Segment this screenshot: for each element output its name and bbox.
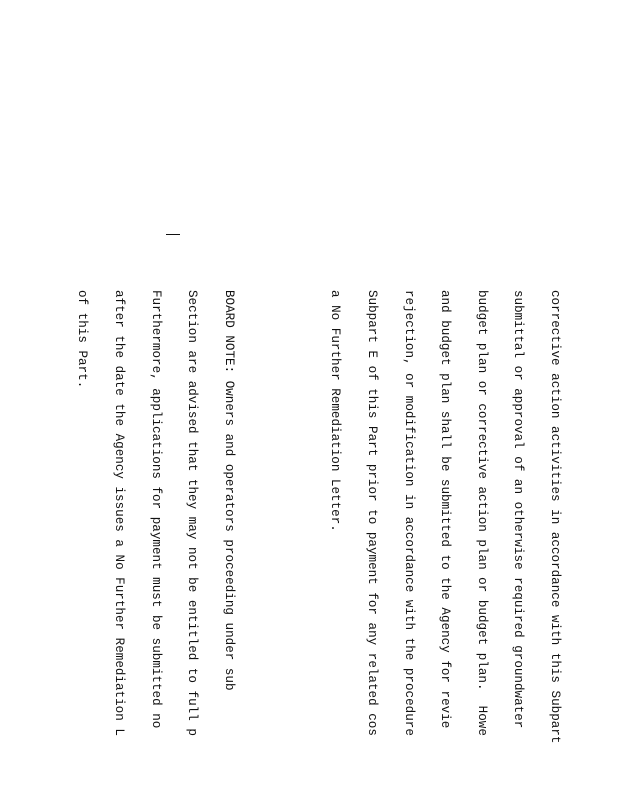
text-line: rejection, or modification in accordance with the procedure <box>401 290 416 736</box>
text-line: Subpart E of this Part prior to payment for any related cos <box>365 290 380 736</box>
text-line: a No Further Remediation Letter. <box>328 290 343 532</box>
paragraph-e <box>0 290 6 810</box>
text-line: Furthermore, applications for payment must be submitted no <box>148 290 163 729</box>
text-line: Section are advised that they may not be entitled to full p <box>185 290 200 736</box>
text-line: corrective action activities in accordance with this Subpart <box>547 290 562 744</box>
text-line: BOARD NOTE: Owners and operators proceeding under sub <box>221 290 236 691</box>
text-line: submittal or approval of an otherwise required groundwater <box>511 290 526 729</box>
text-line: and budget plan shall be submitted to the Agency for revie <box>438 290 453 729</box>
rotated-text-block <box>0 290 622 810</box>
margin-mark <box>166 234 180 235</box>
text-line: of this Part. <box>75 290 90 389</box>
paragraph-board-note-1 <box>52 290 259 810</box>
text-line: after the date the Agency issues a No Further Remediation L <box>112 290 127 736</box>
paragraph-continuation <box>305 290 586 810</box>
text-line: budget plan or corrective action plan or budget plan. Howe <box>474 290 489 736</box>
